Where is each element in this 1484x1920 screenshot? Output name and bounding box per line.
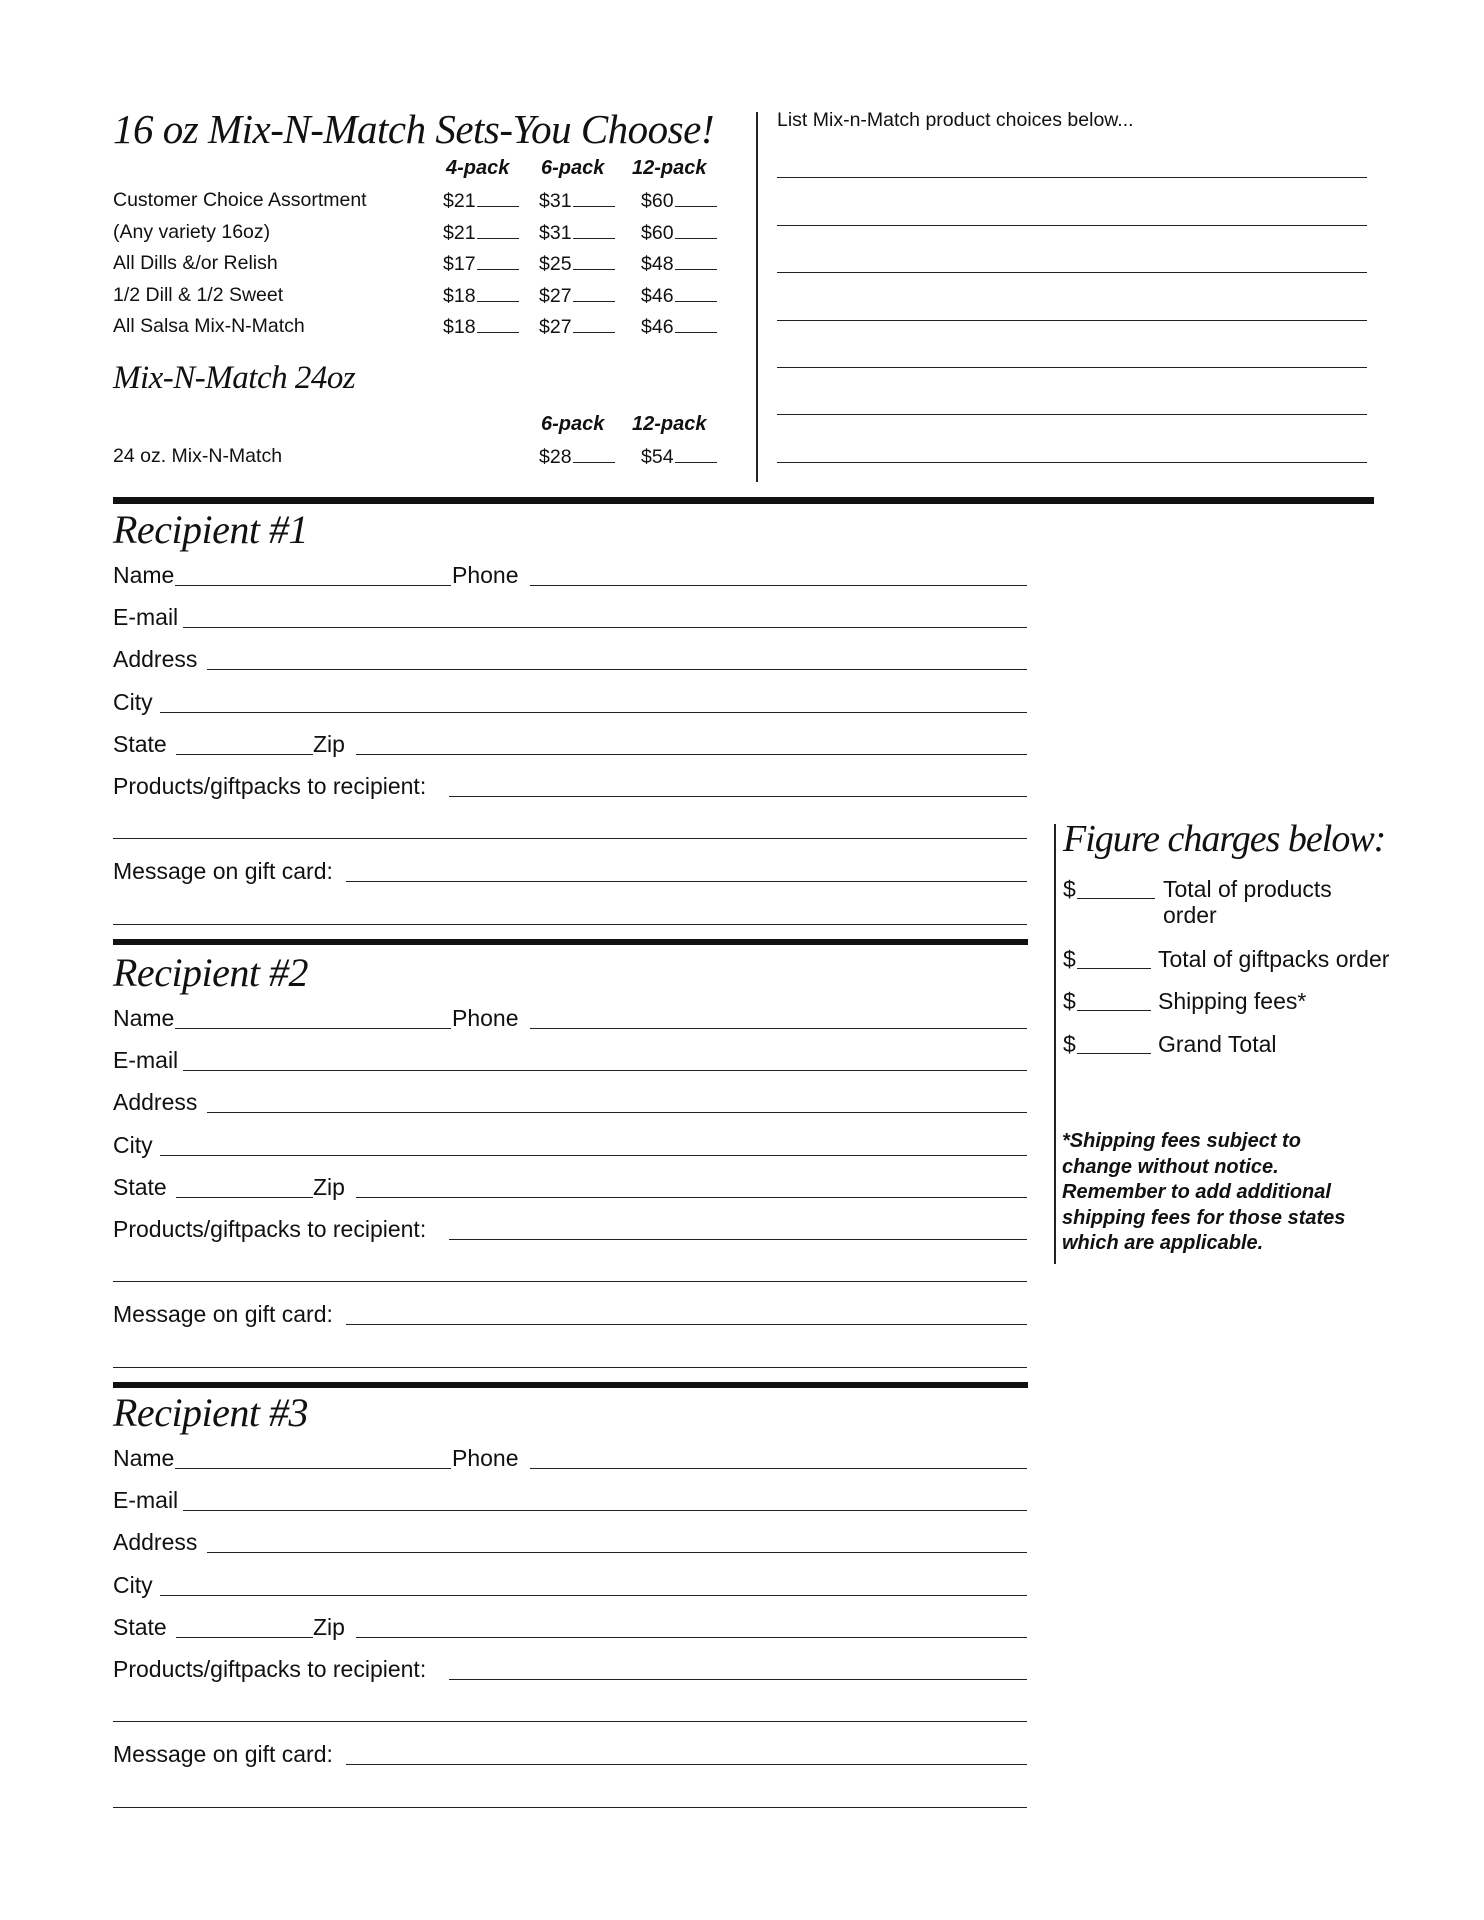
message-label: Message on gift card: bbox=[113, 858, 333, 884]
section-divider bbox=[113, 497, 1374, 504]
price-6pack-blank[interactable]: $27 bbox=[539, 283, 615, 308]
recipient-title: Recipient #3 bbox=[113, 1390, 309, 1435]
state-field[interactable] bbox=[176, 754, 313, 755]
section-divider bbox=[113, 939, 1028, 945]
price-6pack-blank[interactable]: $28 bbox=[539, 444, 615, 469]
city-label: City bbox=[113, 1572, 153, 1598]
currency-symbol: $ bbox=[1063, 988, 1076, 1014]
mix24-header-6pack: 6-pack bbox=[541, 413, 605, 435]
price-12pack-blank[interactable]: $60 bbox=[641, 188, 717, 213]
city-field[interactable] bbox=[160, 712, 1027, 713]
state-field[interactable] bbox=[176, 1637, 313, 1638]
email-label: E-mail bbox=[113, 604, 179, 630]
choices-label: List Mix-n-Match product choices below... bbox=[777, 109, 1134, 131]
shipping-note-line: Remember to add additional bbox=[1062, 1181, 1331, 1203]
products-field-continued[interactable] bbox=[113, 1281, 1027, 1282]
shipping-note bbox=[1062, 1129, 1382, 1257]
message-field-continued[interactable] bbox=[113, 1807, 1027, 1808]
address-field[interactable] bbox=[207, 669, 1027, 670]
name-field[interactable] bbox=[175, 1468, 451, 1469]
charge-label: order bbox=[1163, 902, 1217, 928]
products-field-continued[interactable] bbox=[113, 1721, 1027, 1722]
message-field[interactable] bbox=[346, 1764, 1027, 1765]
top-column-divider bbox=[756, 112, 758, 482]
message-field[interactable] bbox=[346, 1324, 1027, 1325]
price-12pack-blank[interactable]: $60 bbox=[641, 220, 717, 245]
name-label: Name bbox=[113, 1005, 175, 1031]
price-12pack-blank[interactable]: $48 bbox=[641, 251, 717, 276]
message-label: Message on gift card: bbox=[113, 1301, 333, 1327]
mix16-header-12pack: 12-pack bbox=[632, 157, 707, 179]
charges-title: Figure charges below: bbox=[1063, 818, 1386, 860]
price-6pack-blank[interactable]: $27 bbox=[539, 314, 615, 339]
products-label: Products/giftpacks to recipient: bbox=[113, 1656, 427, 1682]
choice-line[interactable] bbox=[777, 320, 1367, 321]
shipping-note-line: change without notice. bbox=[1062, 1155, 1279, 1178]
mix16-header-6pack: 6-pack bbox=[541, 157, 605, 179]
city-label: City bbox=[113, 1132, 153, 1158]
products-label: Products/giftpacks to recipient: bbox=[113, 1216, 427, 1242]
charge-label: Shipping fees* bbox=[1158, 988, 1307, 1014]
giftpacks-total-field[interactable] bbox=[1077, 968, 1151, 969]
charge-label: Grand Total bbox=[1158, 1031, 1277, 1057]
message-field-continued[interactable] bbox=[113, 924, 1027, 925]
mix24-header-12pack: 12-pack bbox=[632, 413, 707, 435]
grand-total-field[interactable] bbox=[1077, 1053, 1151, 1054]
mix16-header-4pack: 4-pack bbox=[446, 157, 510, 179]
choice-line[interactable] bbox=[777, 177, 1367, 178]
address-label: Address bbox=[113, 1529, 198, 1555]
city-field[interactable] bbox=[160, 1155, 1027, 1156]
price-4pack-blank[interactable]: $21 bbox=[443, 220, 519, 245]
name-field[interactable] bbox=[175, 585, 451, 586]
name-label: Name bbox=[113, 1445, 175, 1471]
zip-field[interactable] bbox=[356, 1637, 1027, 1638]
shipping-note-line: shipping fees for those states bbox=[1062, 1206, 1346, 1229]
currency-symbol: $ bbox=[1063, 876, 1076, 902]
shipping-note-line: *Shipping fees subject to bbox=[1062, 1130, 1301, 1152]
price-12pack-blank[interactable]: $46 bbox=[641, 283, 717, 308]
shipping-fees-field[interactable] bbox=[1077, 1010, 1151, 1011]
phone-label: Phone bbox=[452, 1005, 519, 1031]
mix24-row-label: 24 oz. Mix-N-Match bbox=[113, 445, 283, 467]
address-label: Address bbox=[113, 646, 198, 672]
zip-label: Zip bbox=[313, 1614, 345, 1640]
zip-label: Zip bbox=[313, 1174, 345, 1200]
address-field[interactable] bbox=[207, 1112, 1027, 1113]
state-label: State bbox=[113, 731, 167, 757]
choice-line[interactable] bbox=[777, 225, 1367, 226]
choice-line[interactable] bbox=[777, 272, 1367, 273]
products-field[interactable] bbox=[449, 1239, 1027, 1240]
price-4pack-blank[interactable]: $18 bbox=[443, 314, 519, 339]
email-field[interactable] bbox=[183, 1070, 1027, 1071]
email-field[interactable] bbox=[183, 627, 1027, 628]
choice-line[interactable] bbox=[777, 462, 1367, 463]
name-field[interactable] bbox=[175, 1028, 451, 1029]
products-field-continued[interactable] bbox=[113, 838, 1027, 839]
phone-field[interactable] bbox=[530, 1028, 1027, 1029]
zip-label: Zip bbox=[313, 731, 345, 757]
phone-label: Phone bbox=[452, 1445, 519, 1471]
mix24-title: Mix-N-Match 24oz bbox=[113, 360, 356, 396]
email-label: E-mail bbox=[113, 1047, 179, 1073]
message-field-continued[interactable] bbox=[113, 1367, 1027, 1368]
mix16-row-label: Customer Choice Assortment bbox=[113, 189, 367, 211]
price-4pack-blank[interactable]: $17 bbox=[443, 251, 519, 276]
products-field[interactable] bbox=[449, 1679, 1027, 1680]
recipient-title: Recipient #1 bbox=[113, 507, 309, 552]
price-4pack-blank[interactable]: $18 bbox=[443, 283, 519, 308]
message-label: Message on gift card: bbox=[113, 1741, 333, 1767]
mix16-title: 16 oz Mix-N-Match Sets-You Choose! bbox=[113, 106, 714, 152]
phone-field[interactable] bbox=[530, 1468, 1027, 1469]
city-label: City bbox=[113, 689, 153, 715]
address-label: Address bbox=[113, 1089, 198, 1115]
currency-symbol: $ bbox=[1063, 1031, 1076, 1057]
mix16-row-label: All Dills &/or Relish bbox=[113, 252, 278, 274]
phone-field[interactable] bbox=[530, 585, 1027, 586]
mix16-row-label: All Salsa Mix-N-Match bbox=[113, 315, 305, 337]
choice-line[interactable] bbox=[777, 414, 1367, 415]
state-label: State bbox=[113, 1614, 167, 1640]
email-label: E-mail bbox=[113, 1487, 179, 1513]
state-label: State bbox=[113, 1174, 167, 1200]
products-label: Products/giftpacks to recipient: bbox=[113, 773, 427, 799]
name-label: Name bbox=[113, 562, 175, 588]
zip-field[interactable] bbox=[356, 1197, 1027, 1198]
shipping-note-line: which are applicable. bbox=[1062, 1232, 1264, 1254]
email-field[interactable] bbox=[183, 1510, 1027, 1511]
address-field[interactable] bbox=[207, 1552, 1027, 1553]
price-12pack-blank[interactable]: $46 bbox=[641, 314, 717, 339]
city-field[interactable] bbox=[160, 1595, 1027, 1596]
price-6pack-blank[interactable]: $31 bbox=[539, 220, 615, 245]
products-total-field[interactable] bbox=[1077, 898, 1155, 899]
price-12pack-blank[interactable]: $54 bbox=[641, 444, 717, 469]
charge-label: Total of giftpacks order bbox=[1158, 946, 1390, 972]
currency-symbol: $ bbox=[1063, 946, 1076, 972]
price-6pack-blank[interactable]: $25 bbox=[539, 251, 615, 276]
mix16-row-label: (Any variety 16oz) bbox=[113, 221, 271, 243]
price-6pack-blank[interactable]: $31 bbox=[539, 188, 615, 213]
price-4pack-blank[interactable]: $21 bbox=[443, 188, 519, 213]
charges-divider bbox=[1054, 824, 1056, 1264]
phone-label: Phone bbox=[452, 562, 519, 588]
charge-label: Total of products bbox=[1163, 876, 1332, 902]
products-field[interactable] bbox=[449, 796, 1027, 797]
mix16-row-label: 1/2 Dill & 1/2 Sweet bbox=[113, 284, 284, 306]
zip-field[interactable] bbox=[356, 754, 1027, 755]
state-field[interactable] bbox=[176, 1197, 313, 1198]
message-field[interactable] bbox=[346, 881, 1027, 882]
choice-line[interactable] bbox=[777, 367, 1367, 368]
recipient-title: Recipient #2 bbox=[113, 950, 309, 995]
